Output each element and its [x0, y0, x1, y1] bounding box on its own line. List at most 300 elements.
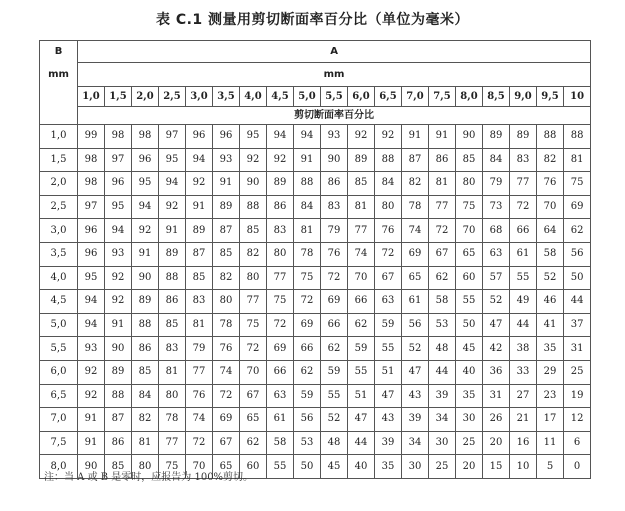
table-cell: 25 — [429, 455, 456, 479]
table-cell: 81 — [132, 431, 159, 455]
table-cell: 90 — [105, 337, 132, 361]
table-cell: 52 — [537, 266, 564, 290]
table-cell: 77 — [186, 360, 213, 384]
column-values-row — [40, 87, 591, 107]
table-cell: 78 — [213, 313, 240, 337]
table-cell: 19 — [564, 384, 591, 408]
table-cell: 88 — [159, 266, 186, 290]
table-cell: 86 — [429, 148, 456, 172]
table-cell: 26 — [483, 408, 510, 432]
table-cell: 78 — [294, 242, 321, 266]
table-cell: 48 — [321, 431, 348, 455]
table-cell: 90 — [132, 266, 159, 290]
table-row — [40, 384, 591, 408]
table-cell: 69 — [321, 290, 348, 314]
table-cell: 83 — [321, 195, 348, 219]
table-cell: 89 — [213, 195, 240, 219]
table-cell: 80 — [132, 455, 159, 479]
table-cell: 43 — [402, 384, 429, 408]
table-cell: 45 — [456, 337, 483, 361]
table-cell: 65 — [240, 408, 267, 432]
table-cell: 75 — [294, 266, 321, 290]
table-cell: 99 — [78, 125, 105, 149]
table-cell: 97 — [159, 125, 186, 149]
table-cell: 93 — [321, 125, 348, 149]
table-cell: 55 — [348, 360, 375, 384]
table-cell: 83 — [186, 290, 213, 314]
table-cell: 84 — [483, 148, 510, 172]
row-header: 2,0 — [40, 172, 78, 196]
table-cell: 94 — [159, 172, 186, 196]
row-header: 6,0 — [40, 360, 78, 384]
table-cell: 44 — [564, 290, 591, 314]
table-cell: 74 — [348, 242, 375, 266]
table-cell: 45 — [321, 455, 348, 479]
column-header: 8,5 — [483, 87, 510, 107]
table-cell: 88 — [294, 172, 321, 196]
table-cell: 85 — [159, 313, 186, 337]
table-cell: 91 — [186, 195, 213, 219]
table-cell: 81 — [429, 172, 456, 196]
table-cell: 92 — [240, 148, 267, 172]
table-cell: 92 — [105, 266, 132, 290]
table-cell: 72 — [294, 290, 321, 314]
table-cell: 83 — [159, 337, 186, 361]
table-cell: 57 — [483, 266, 510, 290]
table-cell: 55 — [510, 266, 537, 290]
row-header: 3,0 — [40, 219, 78, 243]
row-header: 4,5 — [40, 290, 78, 314]
table-cell: 82 — [240, 242, 267, 266]
table-cell: 85 — [240, 219, 267, 243]
table-cell: 76 — [537, 172, 564, 196]
table-cell: 76 — [321, 242, 348, 266]
row-header: 7,5 — [40, 431, 78, 455]
column-header: 3,5 — [213, 87, 240, 107]
table-cell: 98 — [78, 148, 105, 172]
table-cell: 95 — [78, 266, 105, 290]
table-cell: 50 — [456, 313, 483, 337]
table-cell: 10 — [510, 455, 537, 479]
table-cell: 84 — [375, 172, 402, 196]
table-cell: 98 — [132, 125, 159, 149]
table-cell: 68 — [483, 219, 510, 243]
table-cell: 64 — [537, 219, 564, 243]
table-cell: 89 — [159, 242, 186, 266]
table-cell: 80 — [267, 242, 294, 266]
table-cell: 84 — [132, 384, 159, 408]
table-cell: 91 — [78, 408, 105, 432]
column-header: 6,5 — [375, 87, 402, 107]
table-cell: 92 — [267, 148, 294, 172]
table-row — [40, 337, 591, 361]
table-cell: 35 — [375, 455, 402, 479]
table-cell: 85 — [186, 266, 213, 290]
table-cell: 78 — [159, 408, 186, 432]
table-cell: 92 — [132, 219, 159, 243]
table-cell: 66 — [348, 290, 375, 314]
table-row — [40, 431, 591, 455]
caption-row — [40, 107, 591, 125]
table-cell: 30 — [429, 431, 456, 455]
table-cell: 17 — [537, 408, 564, 432]
table-cell: 80 — [159, 384, 186, 408]
table-cell: 58 — [267, 431, 294, 455]
column-header: 4,5 — [267, 87, 294, 107]
table-cell: 80 — [375, 195, 402, 219]
table-cell: 35 — [456, 384, 483, 408]
table-cell: 52 — [483, 290, 510, 314]
row-header: 1,0 — [40, 125, 78, 149]
column-header: 7,5 — [429, 87, 456, 107]
table-cell: 34 — [402, 431, 429, 455]
table-cell: 76 — [186, 384, 213, 408]
table-cell: 53 — [294, 431, 321, 455]
table-cell: 95 — [132, 172, 159, 196]
table-cell: 88 — [564, 125, 591, 149]
row-header: 2,5 — [40, 195, 78, 219]
table-cell: 40 — [348, 455, 375, 479]
table-cell: 31 — [483, 384, 510, 408]
table-cell: 35 — [537, 337, 564, 361]
column-header: 9,5 — [537, 87, 564, 107]
table-cell: 89 — [510, 125, 537, 149]
footnote: 注：当 A 或 B 是零时，应报告为 100%剪切。 — [44, 472, 254, 483]
caption: 剪切断面率百分比 — [78, 107, 591, 125]
table-cell: 86 — [132, 337, 159, 361]
table-cell: 63 — [375, 290, 402, 314]
column-header: 2,0 — [132, 87, 159, 107]
row-header: 5,5 — [40, 337, 78, 361]
table-cell: 50 — [294, 455, 321, 479]
table-cell: 72 — [510, 195, 537, 219]
column-header: 6,0 — [348, 87, 375, 107]
table-cell: 69 — [294, 313, 321, 337]
table-cell: 79 — [483, 172, 510, 196]
table-cell: 38 — [510, 337, 537, 361]
table-cell: 69 — [213, 408, 240, 432]
table-cell: 30 — [402, 455, 429, 479]
table-cell: 67 — [429, 242, 456, 266]
table-cell: 79 — [186, 337, 213, 361]
table-cell: 88 — [537, 125, 564, 149]
table-cell: 92 — [105, 290, 132, 314]
table-cell: 72 — [213, 384, 240, 408]
table-cell: 96 — [78, 242, 105, 266]
table-cell: 80 — [456, 172, 483, 196]
table-cell: 16 — [510, 431, 537, 455]
table-cell: 80 — [213, 290, 240, 314]
table-cell: 59 — [321, 360, 348, 384]
table-cell: 89 — [348, 148, 375, 172]
table-cell: 62 — [321, 337, 348, 361]
header-spacer — [40, 87, 78, 107]
table-cell: 70 — [186, 455, 213, 479]
table-cell: 61 — [267, 408, 294, 432]
table-cell: 63 — [267, 384, 294, 408]
table-cell: 25 — [456, 431, 483, 455]
a-unit: mm — [78, 63, 591, 87]
header-spacer-bottom — [40, 107, 78, 125]
table-cell: 34 — [429, 408, 456, 432]
table-cell: 85 — [213, 242, 240, 266]
table-cell: 92 — [78, 384, 105, 408]
table-cell: 75 — [564, 172, 591, 196]
table-cell: 69 — [267, 337, 294, 361]
table-cell: 11 — [537, 431, 564, 455]
table-cell: 92 — [348, 125, 375, 149]
table-cell: 96 — [186, 125, 213, 149]
table-cell: 83 — [510, 148, 537, 172]
row-header: 8,0 — [40, 455, 78, 479]
table-cell: 58 — [537, 242, 564, 266]
table-cell: 82 — [402, 172, 429, 196]
table-cell: 86 — [267, 195, 294, 219]
table-cell: 61 — [402, 290, 429, 314]
table-cell: 92 — [186, 172, 213, 196]
table-cell: 81 — [348, 195, 375, 219]
table-cell: 69 — [402, 242, 429, 266]
table-cell: 96 — [105, 172, 132, 196]
table-cell: 89 — [132, 290, 159, 314]
table-cell: 77 — [348, 219, 375, 243]
column-header: 1,5 — [105, 87, 132, 107]
table-cell: 90 — [456, 125, 483, 149]
table-cell: 31 — [564, 337, 591, 361]
table-cell: 39 — [429, 384, 456, 408]
row-header: 5,0 — [40, 313, 78, 337]
table-cell: 56 — [294, 408, 321, 432]
table-cell: 49 — [510, 290, 537, 314]
table-cell: 51 — [375, 360, 402, 384]
table-cell: 67 — [240, 384, 267, 408]
table-cell: 97 — [105, 148, 132, 172]
table-cell: 70 — [240, 360, 267, 384]
table-cell: 76 — [213, 337, 240, 361]
table-cell: 87 — [213, 219, 240, 243]
table-cell: 29 — [537, 360, 564, 384]
table-cell: 98 — [105, 125, 132, 149]
table-row — [40, 408, 591, 432]
table-cell: 69 — [564, 195, 591, 219]
table-cell: 79 — [321, 219, 348, 243]
table-cell: 88 — [375, 148, 402, 172]
table-cell: 95 — [105, 195, 132, 219]
table-cell: 20 — [483, 431, 510, 455]
table-cell: 62 — [429, 266, 456, 290]
table-cell: 94 — [267, 125, 294, 149]
table-row — [40, 290, 591, 314]
table-cell: 58 — [429, 290, 456, 314]
table-row — [40, 148, 591, 172]
table-cell: 21 — [510, 408, 537, 432]
table-cell: 59 — [348, 337, 375, 361]
table-cell: 91 — [294, 148, 321, 172]
header-row-label — [40, 41, 591, 63]
table-cell: 94 — [105, 219, 132, 243]
row-header: 3,5 — [40, 242, 78, 266]
table-cell: 96 — [132, 148, 159, 172]
table-cell: 72 — [321, 266, 348, 290]
table-cell: 44 — [348, 431, 375, 455]
table-cell: 30 — [456, 408, 483, 432]
table-cell: 66 — [294, 337, 321, 361]
table-cell: 85 — [348, 172, 375, 196]
table-row — [40, 172, 591, 196]
column-header: 5,0 — [294, 87, 321, 107]
table-cell: 56 — [402, 313, 429, 337]
table-cell: 88 — [240, 195, 267, 219]
table-cell: 98 — [78, 172, 105, 196]
table-cell: 70 — [456, 219, 483, 243]
table-cell: 74 — [213, 360, 240, 384]
column-header: 7,0 — [402, 87, 429, 107]
table-cell: 91 — [429, 125, 456, 149]
table-cell: 53 — [429, 313, 456, 337]
table-cell: 52 — [321, 408, 348, 432]
table-cell: 77 — [159, 431, 186, 455]
table-cell: 39 — [402, 408, 429, 432]
table-cell: 33 — [510, 360, 537, 384]
table-cell: 91 — [132, 242, 159, 266]
table-cell: 62 — [294, 360, 321, 384]
table-cell: 67 — [375, 266, 402, 290]
table-cell: 47 — [402, 360, 429, 384]
a-label: A — [78, 41, 591, 63]
table-cell: 40 — [456, 360, 483, 384]
table-row — [40, 266, 591, 290]
table-cell: 67 — [213, 431, 240, 455]
table-cell: 89 — [105, 360, 132, 384]
table-cell: 20 — [456, 455, 483, 479]
column-header: 2,5 — [159, 87, 186, 107]
table-title: 表 C.1 测量用剪切断面率百分比（单位为毫米） — [155, 12, 470, 28]
table-cell: 75 — [267, 290, 294, 314]
table-cell: 48 — [429, 337, 456, 361]
table-cell: 73 — [483, 195, 510, 219]
table-cell: 77 — [429, 195, 456, 219]
row-header: 4,0 — [40, 266, 78, 290]
table-cell: 55 — [267, 455, 294, 479]
table-cell: 91 — [105, 313, 132, 337]
table-cell: 47 — [375, 384, 402, 408]
table-cell: 47 — [483, 313, 510, 337]
table-cell: 25 — [564, 360, 591, 384]
table-cell: 87 — [402, 148, 429, 172]
table-cell: 93 — [213, 148, 240, 172]
table-cell: 46 — [537, 290, 564, 314]
table-cell: 51 — [348, 384, 375, 408]
table-cell: 77 — [510, 172, 537, 196]
table-cell: 87 — [186, 242, 213, 266]
column-header: 9,0 — [510, 87, 537, 107]
column-header: 8,0 — [456, 87, 483, 107]
table-cell: 72 — [375, 242, 402, 266]
table-cell: 92 — [78, 360, 105, 384]
table-cell: 39 — [375, 431, 402, 455]
b-unit: mm — [40, 63, 78, 87]
table-cell: 87 — [105, 408, 132, 432]
table-cell: 61 — [510, 242, 537, 266]
table-cell: 78 — [402, 195, 429, 219]
table-cell: 75 — [456, 195, 483, 219]
table-cell: 91 — [78, 431, 105, 455]
table-cell: 84 — [294, 195, 321, 219]
table-cell: 86 — [159, 290, 186, 314]
table-cell: 85 — [456, 148, 483, 172]
table-cell: 91 — [159, 219, 186, 243]
table-cell: 94 — [78, 313, 105, 337]
table-cell: 94 — [294, 125, 321, 149]
table-cell: 50 — [564, 266, 591, 290]
table-cell: 74 — [402, 219, 429, 243]
table-cell: 47 — [348, 408, 375, 432]
table-cell: 82 — [537, 148, 564, 172]
table-cell: 75 — [240, 313, 267, 337]
table-cell: 88 — [132, 313, 159, 337]
table-cell: 93 — [105, 242, 132, 266]
table-cell: 65 — [456, 242, 483, 266]
b-label: B — [40, 41, 78, 63]
table-cell: 96 — [213, 125, 240, 149]
table-cell: 97 — [78, 195, 105, 219]
table-cell: 44 — [510, 313, 537, 337]
table-cell: 66 — [321, 313, 348, 337]
table-row — [40, 195, 591, 219]
table-cell: 90 — [321, 148, 348, 172]
table-cell: 55 — [375, 337, 402, 361]
table-cell: 55 — [321, 384, 348, 408]
table-cell: 59 — [294, 384, 321, 408]
table-cell: 12 — [564, 408, 591, 432]
table-cell: 75 — [159, 455, 186, 479]
table-cell: 81 — [159, 360, 186, 384]
row-header: 6,5 — [40, 384, 78, 408]
table-row — [40, 360, 591, 384]
table-cell: 89 — [267, 172, 294, 196]
table-cell: 6 — [564, 431, 591, 455]
table-cell: 91 — [402, 125, 429, 149]
table-cell: 93 — [78, 337, 105, 361]
table-cell: 60 — [456, 266, 483, 290]
table-cell: 77 — [267, 266, 294, 290]
table-cell: 65 — [213, 455, 240, 479]
table-cell: 72 — [186, 431, 213, 455]
table-cell: 41 — [537, 313, 564, 337]
table-cell: 59 — [375, 313, 402, 337]
table-cell: 23 — [537, 384, 564, 408]
table-cell: 44 — [429, 360, 456, 384]
table-cell: 85 — [105, 455, 132, 479]
table-cell: 74 — [186, 408, 213, 432]
table-cell: 92 — [159, 195, 186, 219]
table-cell: 62 — [348, 313, 375, 337]
table-cell: 15 — [483, 455, 510, 479]
table-row — [40, 313, 591, 337]
shear-area-table — [39, 40, 591, 479]
table-cell: 86 — [105, 431, 132, 455]
table-cell: 77 — [240, 290, 267, 314]
row-header: 1,5 — [40, 148, 78, 172]
table-cell: 60 — [240, 455, 267, 479]
table-cell: 66 — [510, 219, 537, 243]
row-header: 7,0 — [40, 408, 78, 432]
table-cell: 72 — [240, 337, 267, 361]
table-cell: 96 — [78, 219, 105, 243]
table-cell: 62 — [240, 431, 267, 455]
table-cell: 88 — [105, 384, 132, 408]
table-cell: 27 — [510, 384, 537, 408]
